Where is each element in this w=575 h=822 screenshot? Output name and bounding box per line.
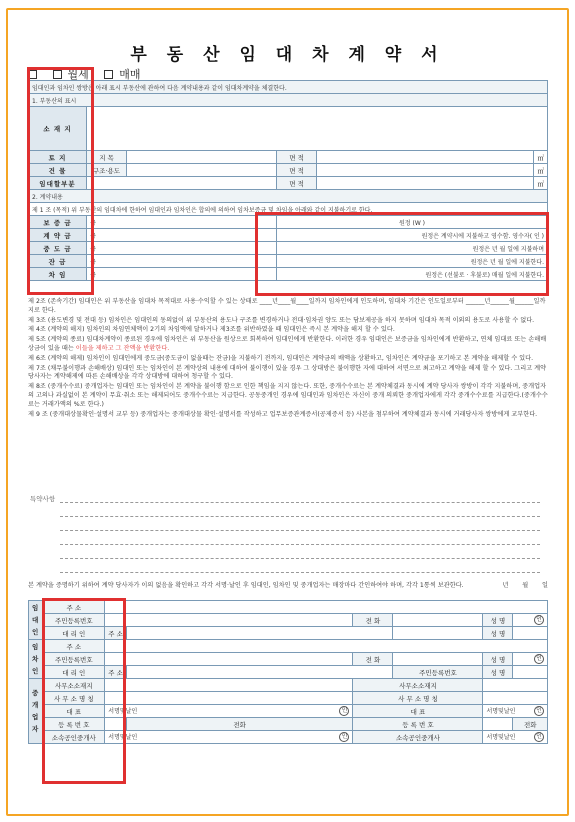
middle-text: 원정은 년 월 일에 지불하며 [277, 242, 548, 255]
land-type-field[interactable] [127, 151, 277, 164]
label-address: 주 소 [43, 601, 105, 614]
clause-5: 제 5조 (계약의 종료) 임대차계약이 종료된 경우에 임차인은 위 부동산을 원상으로 회복하여 임대인에게 반환한다. 이러한 경우 임대인은 보증금을 임차인에게 반환하고, 연체 임대료 또는 손해배상금이 있을 때는 이들을 제하고 그 잔액을 반환한다. [28, 336, 547, 352]
agent2-office-address[interactable] [483, 679, 548, 692]
landlord-proxy-address[interactable] [126, 627, 393, 640]
intro-text: 임대인과 임차인 쌍방은 아래 표시 부동산에 관하여 다음 계약내용과 같이 임대차계약을 체결한다. [29, 81, 548, 94]
unit: ㎡ [533, 151, 547, 164]
balance-text: 원정은 년 월 일에 지불한다. [277, 255, 548, 268]
label-name: 성 명 [483, 653, 513, 666]
special-terms-line[interactable] [60, 530, 540, 531]
label-location: 소 재 지 [29, 107, 87, 151]
label-registration-number: 등 록 번 호 [43, 718, 105, 731]
label-rent: 차 임 [29, 268, 87, 281]
document-title: 부 동 산 임 대 차 계 약 서 [130, 45, 445, 65]
deposit-amount-field[interactable]: 금 [87, 216, 277, 229]
checkbox-icon[interactable] [104, 70, 113, 79]
label-office-name: 사 무 소 명 칭 [43, 692, 105, 705]
tenant-proxy-address[interactable] [126, 666, 393, 679]
section2-clause: 제 1 조 (목적) 위 부동산의 임대차에 한하여 임대인과 임차인은 합의에 의하여 임차보증금 및 차임을 아래와 같이 지불하기로 한다. [29, 203, 548, 216]
label-office-address: 사무소소재지 [43, 679, 105, 692]
contract-amount-field[interactable]: 금 [87, 229, 277, 242]
seal-icon: 인 [534, 615, 544, 625]
label-registration-number: 등 록 번 호 [353, 718, 483, 731]
landlord-name-field[interactable] [513, 614, 548, 627]
checkbox-icon[interactable] [28, 70, 37, 79]
label-area: 면 적 [277, 151, 317, 164]
checkbox-icon[interactable] [53, 70, 62, 79]
label-structure: 구조·용도 [87, 164, 127, 177]
section2-title: 2. 계약내용 [29, 190, 548, 203]
agent2-reg-number[interactable] [483, 718, 513, 731]
tenant-phone-field[interactable] [393, 653, 483, 666]
landlord-proxy-phone[interactable] [393, 627, 483, 640]
clause-5-highlight: 이들을 제하고 그 잔액을 반환한다. [75, 344, 170, 352]
building-area-field[interactable] [317, 164, 534, 177]
special-terms-line[interactable] [60, 502, 540, 503]
tenant-proxy-name[interactable] [513, 666, 548, 679]
seal-icon: 인 [534, 732, 544, 742]
structure-field[interactable] [127, 164, 277, 177]
label-office-address: 사무소소재지 [353, 679, 483, 692]
clause-2: 제 2조 (존속기간) 임대인은 위 부동산을 임대차 목적대로 사용·수익할 수 있는 상태로 ____년____월____일까지 임차인에게 인도하며, 임대차 기간은 인도일로부터 ______년______월______일까지로 한다. [28, 298, 546, 314]
label-phone: 전 화 [353, 653, 393, 666]
contract-clauses [28, 298, 548, 420]
label-land-type: 지 목 [87, 151, 127, 164]
label-land: 토 지 [29, 151, 87, 164]
special-terms-line[interactable] [60, 544, 540, 545]
label-office-name: 사 무 소 명 칭 [353, 692, 483, 705]
label-proxy: 대 리 인 [43, 666, 105, 679]
lease-area-field[interactable] [317, 177, 534, 190]
tenant-name-field[interactable] [513, 653, 548, 666]
label-area: 면 적 [277, 164, 317, 177]
tenant-address-field[interactable] [105, 640, 548, 653]
label-address: 주 소 [105, 666, 127, 679]
property-table [28, 80, 548, 281]
clause-4: 제 4조 (계약의 해지) 임차인의 차임연체액이 2기의 차임액에 달하거나 제3조를 위반하였을 때 임대인은 즉시 본 계약을 해지 할 수 있다. [28, 326, 395, 334]
special-terms-line[interactable] [60, 516, 540, 517]
label-tenant: 임차인 [29, 640, 43, 679]
tenant-id-field[interactable] [105, 653, 353, 666]
agent2-office-name[interactable] [483, 692, 548, 705]
contract-text: 원정은 계약시에 지불하고 영수함. 영수자( 인 ) [277, 229, 548, 242]
label-building: 건 물 [29, 164, 87, 177]
seal-icon: 인 [339, 706, 349, 716]
label-licensed-agent: 소속공인중개사 [353, 731, 483, 744]
label-name: 성 명 [483, 614, 513, 627]
special-terms-line[interactable] [60, 558, 540, 559]
special-terms-line[interactable] [60, 572, 540, 573]
agent1-office-address[interactable] [105, 679, 353, 692]
seal-icon: 인 [534, 654, 544, 664]
lease-part-field[interactable] [87, 177, 277, 190]
agent1-rep-sign[interactable]: 서명및날인 인 [105, 705, 353, 718]
rent-text: 원정은 (선불로 · 후불로) 매월 일에 지불한다. [277, 268, 548, 281]
label-agent: 중개업자 [29, 679, 43, 744]
landlord-proxy-name[interactable] [513, 627, 548, 640]
location-field[interactable] [87, 107, 548, 151]
label-phone: 전 화 [353, 614, 393, 627]
label-name: 성 명 [483, 627, 513, 640]
label-address: 주 소 [105, 627, 127, 640]
landlord-id-field[interactable] [105, 614, 353, 627]
label-landlord: 임대인 [29, 601, 43, 640]
label-id-number: 주민등록번호 [43, 614, 105, 627]
label-licensed-agent: 소속공인중개사 [43, 731, 105, 744]
parties-table [28, 600, 548, 744]
label-name: 성 명 [483, 666, 513, 679]
option-sale[interactable]: 매매 [104, 68, 146, 81]
deposit-text: 원정 (W ) [277, 216, 548, 229]
label-representative: 대 표 [43, 705, 105, 718]
agent1-office-name[interactable] [105, 692, 353, 705]
agent1-licensed-sign[interactable]: 서명및날인 인 [105, 731, 353, 744]
clause-9: 제 9 조 (중개대상물확인·설명서 교부 등) 중개업자는 중개대상물 확인·설명서를 작성하고 업무보증관계증서(공제증서 등) 사본을 첨부하여 계약체결과 동시에 거래당사자 쌍방에게 교부한다. [28, 410, 538, 418]
seal-icon: 인 [534, 706, 544, 716]
label-tel: 전화 [513, 718, 548, 731]
rent-amount-field[interactable]: 금 [87, 268, 277, 281]
label-tel: 전화 [126, 718, 353, 731]
special-terms-label: 특약사항 [30, 495, 56, 503]
agent2-rep-sign[interactable]: 서명및날인 인 [483, 705, 548, 718]
balance-amount-field[interactable]: 금 [87, 255, 277, 268]
clause-3: 제 3조 (용도변경 및 전대 등) 임차인은 임대인의 동의없이 위 부동산의 용도나 구조를 변경하거나 전대·임차권 양도 또는 담보제공을 하지 못하며 임대차 목적 이외의 용도로 사용할 수 없다. [28, 316, 535, 324]
label-id-number: 주민등록번호 [393, 666, 483, 679]
clause-8: 제 8조 (중개수수료) 중개업자는 임대인 또는 임차인이 본 계약을 불이행 함으로 인한 책임을 지지 않는다. 또한, 중개수수료는 본 계약체결과 동시에 계약 당사자 쌍방이 각각 지불하며, 중개업자의 고의나 과실없이 본 계약이 무효·취소 또는 해제되어도 중개수수료는 지급한다. 공동중개인 경우에 임대인과 임차인은 자신이 중개 의뢰한 중개업자에게 각각 중개수수료를 지급한다.(중개수수료는 거래가액의 %로 한다.) [28, 383, 548, 408]
proof-date: 년 월 일 [502, 582, 548, 589]
label-deposit: 보 증 금 [29, 216, 87, 229]
landlord-phone-field[interactable] [393, 614, 483, 627]
unit: ㎡ [533, 177, 547, 190]
label-lease-part: 임대할부분 [29, 177, 87, 190]
proof-statement: 본 계약을 증명하기 위하여 계약 당사자가 이의 없음을 확인하고 각각 서명·날인 후 임대인, 임차인 및 중개업자는 매장마다 간인하여야 하며, 각각 1통씩 보관한다. 년 월 일 [28, 582, 548, 589]
clause-6: 제 6조 (계약의 해제) 임차인이 임대인에게 중도금(중도금이 없을때는 잔금)을 지불하기 전까지, 임대인은 계약금의 배액을 상환하고, 임차인은 계약금을 포기하고 본 계약을 해제할 수 있다. [28, 354, 534, 362]
label-representative: 대 표 [353, 705, 483, 718]
clause-7: 제 7조 (채무불이행과 손해배상) 임대인 또는 임차인이 본 계약상의 내용에 대하여 불이행이 있을 경우 그 상대방은 불이행한 자에 대하여 서면으로 최고하고 계약을 해제 할 수 있다. 그리고 계약 당사자는 계약해제에 따른 손해배상을 각각 상대방에 대하여 청구할 수 있다. [28, 364, 547, 381]
section1-title: 1. 부동산의 표시 [29, 94, 548, 107]
agent2-licensed-sign[interactable]: 서명및날인 인 [483, 731, 548, 744]
label-balance: 잔 금 [29, 255, 87, 268]
agent1-reg-number[interactable] [105, 718, 127, 731]
seal-icon: 인 [339, 732, 349, 742]
label-address: 주 소 [43, 640, 105, 653]
label-proxy: 대 리 인 [43, 627, 105, 640]
label-area: 면 적 [277, 177, 317, 190]
middle-amount-field[interactable]: 금 [87, 242, 277, 255]
landlord-address-field[interactable] [105, 601, 548, 614]
land-area-field[interactable] [317, 151, 534, 164]
label-contract-deposit: 계 약 금 [29, 229, 87, 242]
unit: ㎡ [533, 164, 547, 177]
label-middle-payment: 중 도 금 [29, 242, 87, 255]
option-monthly[interactable]: 월세 [53, 68, 95, 81]
label-id-number: 주민등록번호 [43, 653, 105, 666]
